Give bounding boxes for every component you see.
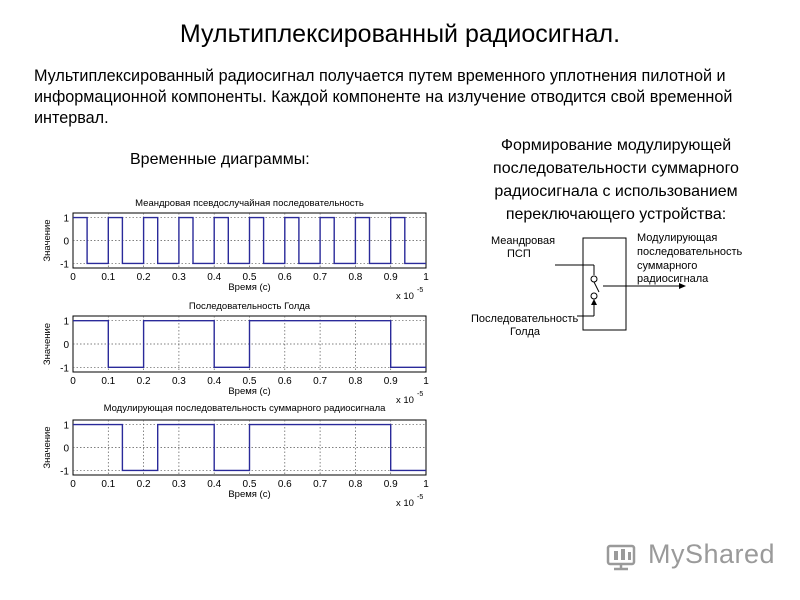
x-tick-label: 0.6 (277, 272, 292, 283)
output-label-line2: последовательность (637, 246, 743, 258)
x-axis-label: Время (с) (228, 386, 271, 397)
y-tick-label: 0 (63, 340, 69, 351)
switch-scheme-caption: Формирование модулирующей последовательности суммарного радиосигнала с использованием переключающего устройства: (493, 137, 739, 223)
x-tick-label: 0 (70, 272, 76, 283)
x-tick-label: 0.5 (242, 376, 257, 387)
x-tick-label: 0.1 (101, 376, 116, 387)
x-exponent-power: -5 (417, 391, 424, 398)
y-tick-label: -1 (60, 259, 69, 271)
chart-title: Модулирующая последовательность суммарного радиосигнала (103, 403, 386, 414)
y-axis-label: Значение (42, 322, 53, 366)
x-tick-label: 0.2 (136, 376, 151, 387)
timing-diagrams-caption: Временные диаграммы: (130, 151, 310, 168)
x-tick-label: 0 (70, 376, 76, 387)
input2-label-line2: Голда (510, 326, 541, 338)
x-exponent-label: x 10 (396, 291, 414, 302)
y-tick-label: 0 (63, 236, 69, 248)
x-tick-label: 0.5 (242, 272, 257, 283)
y-tick-label: 1 (63, 316, 69, 328)
y-tick-label: 1 (63, 420, 69, 432)
x-exponent-power: -5 (417, 494, 424, 501)
x-tick-label: 0.7 (313, 376, 328, 387)
x-axis-label: Время (с) (228, 282, 271, 293)
x-tick-label: 0.3 (171, 376, 186, 387)
x-tick-label: 0.6 (277, 479, 292, 490)
x-tick-label: 0.3 (171, 479, 186, 490)
x-axis-label: Время (с) (228, 489, 271, 500)
y-axis-label: Значение (42, 426, 53, 469)
input1-label-line1: Меандровая (491, 235, 556, 247)
x-tick-label: 0.7 (313, 479, 328, 490)
x-tick-label: 0.4 (207, 272, 222, 283)
x-tick-label: 1 (423, 376, 429, 387)
x-exponent-power: -5 (417, 287, 424, 294)
x-tick-label: 0.1 (101, 479, 116, 490)
x-tick-label: 0.3 (171, 272, 186, 283)
x-tick-label: 0.4 (207, 376, 222, 387)
intro-paragraph: Мультиплексированный радиосигнал получается путем временного уплотнения пилотной и информационной компоненты. Каждой компоненте на излучение отводится свой временной интервал. (34, 67, 733, 127)
x-tick-label: 0.8 (348, 479, 363, 490)
x-tick-label: 0.8 (348, 272, 363, 283)
switch-contact-top (591, 276, 597, 282)
input2-label-line1: Последовательность (471, 313, 579, 325)
x-tick-label: 0.5 (242, 479, 257, 490)
x-tick-label: 0.8 (348, 376, 363, 387)
y-tick-label: 0 (63, 443, 69, 455)
y-axis-label: Значение (42, 219, 53, 262)
logo-text: MyShared (648, 539, 776, 569)
x-tick-label: 0.9 (383, 376, 398, 387)
x-tick-label: 0.1 (101, 272, 116, 283)
y-tick-label: 1 (63, 213, 69, 225)
output-label-line4: радиосигнала (637, 273, 709, 285)
x-tick-label: 1 (423, 479, 429, 490)
x-tick-label: 0.9 (383, 272, 398, 283)
x-tick-label: 0.4 (207, 479, 222, 490)
x-tick-label: 0 (70, 479, 76, 490)
chart-title: Меандровая псевдослучайная последовательность (135, 198, 364, 209)
y-tick-label: -1 (60, 466, 69, 478)
x-tick-label: 0.2 (136, 479, 151, 490)
switch-contact-bottom (591, 293, 597, 299)
x-tick-label: 1 (423, 272, 429, 283)
input1-label-line2: ПСП (507, 248, 531, 260)
x-exponent-label: x 10 (396, 498, 414, 509)
switch-diagram (455, 225, 775, 345)
page-title: Мультиплексированный радиосигнал. (179, 20, 621, 48)
x-tick-label: 0.6 (277, 376, 292, 387)
x-tick-label: 0.2 (136, 272, 151, 283)
output-label-line3: суммарного (637, 260, 698, 272)
x-tick-label: 0.9 (383, 479, 398, 490)
logo-icon (604, 536, 644, 572)
x-tick-label: 0.7 (313, 272, 328, 283)
chart-title: Последовательность Голда (188, 301, 311, 312)
y-tick-label: -1 (60, 363, 69, 375)
x-exponent-label: x 10 (396, 395, 414, 406)
output-label-line1: Модулирующая (637, 232, 718, 244)
